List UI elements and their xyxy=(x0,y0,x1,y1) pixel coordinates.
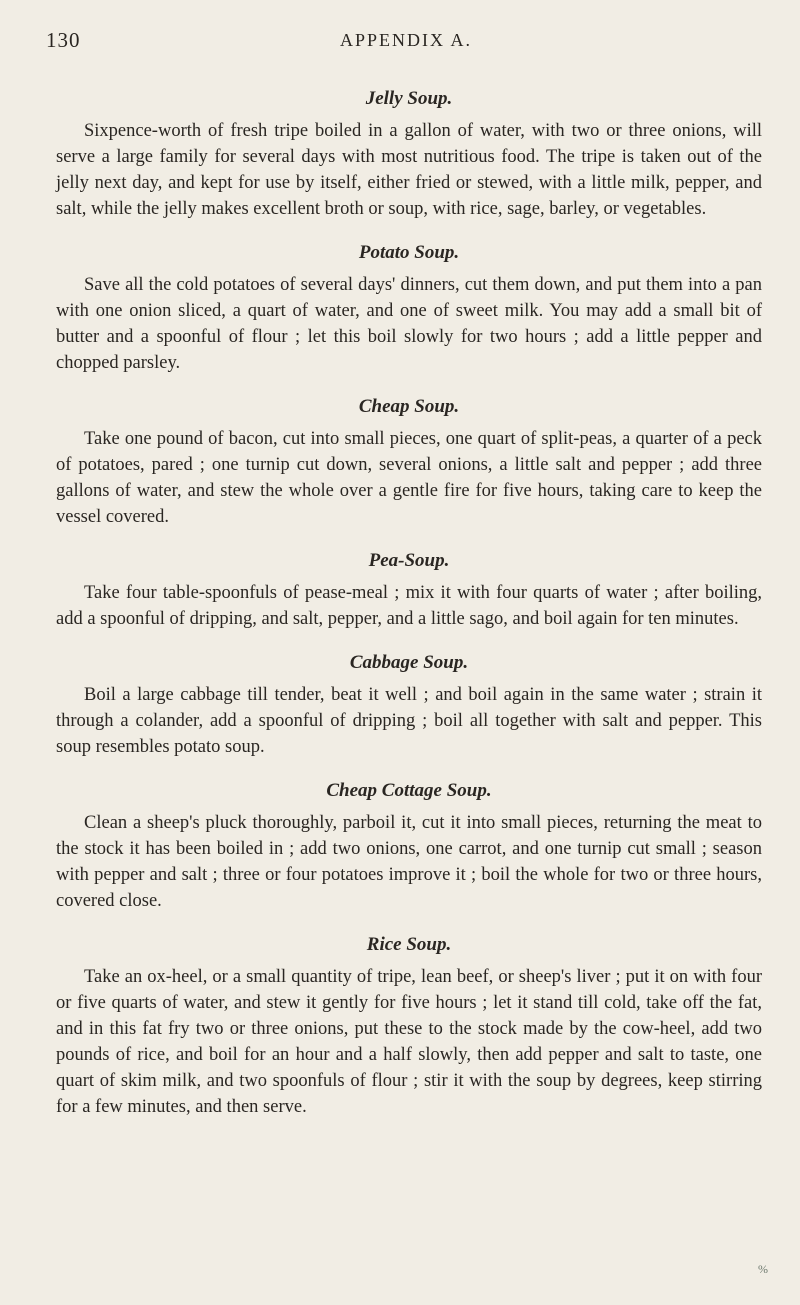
recipe-title: Pea-Soup. xyxy=(368,550,450,571)
recipe-body: Take an ox-heel, or a small quantity of tripe, lean beef, or sheep's liver ; put it on with four or five quarts of water, and stew it gently for five hours ; let it stand till cold, take off the fat, and in this fat fry two or three onions, put these to the stock made by the cow-heel, add two pounds of rice, and boil for an hour and a half slowly, then add pepper and salt to taste, one quart of skim milk, and two spoonfuls of flour ; stir it with the soup by degrees, keep stirring for a few minutes, and then serve. xyxy=(56,967,762,1117)
recipe-title: Cheap Soup. xyxy=(358,396,460,417)
recipe-body: Take four table-spoonfuls of pease-meal ; mix it with four quarts of water ; after boiling, add a spoonful of dripping, and salt, pepper, and a little sago, and boil again for ten minutes. xyxy=(56,583,762,629)
recipe-title: Cheap Cottage Soup. xyxy=(326,780,492,801)
recipe-body: Save all the cold potatoes of several days' dinners, cut them down, and put them into a pan with one onion sliced, a quart of water, and one of sweet milk. You may add a small bit of butter and a spoonful of flour ; let this boil slowly for two hours ; add a little pepper and chopped parsley. xyxy=(56,275,762,373)
page-content xyxy=(56,88,762,1140)
recipe-jelly-soup xyxy=(56,88,762,222)
recipe-cabbage-soup xyxy=(56,652,762,760)
recipe-title: Cabbage Soup. xyxy=(349,652,469,673)
recipe-potato-soup xyxy=(56,242,762,376)
recipe-title: Rice Soup. xyxy=(366,934,452,955)
page-number: 130 xyxy=(46,28,81,52)
recipe-cheap-soup xyxy=(56,396,762,530)
recipe-rice-soup xyxy=(56,934,762,1120)
recipe-cheap-cottage-soup xyxy=(56,780,762,914)
running-head: APPENDIX A. xyxy=(339,30,472,50)
page-header xyxy=(46,28,766,60)
recipe-body: Sixpence-worth of fresh tripe boiled in a gallon of water, with two or three onions, will serve a large family for several days with most nutritious food. The tripe is taken out of the jelly next day, and kept for use by itself, either fried or stewed, with a little milk, pepper, and salt, while the jelly makes excellent broth or soup, with rice, sage, barley, or vegetables. xyxy=(56,121,762,219)
recipe-title: Jelly Soup. xyxy=(365,88,453,109)
recipe-body: Clean a sheep's pluck thoroughly, parboil it, cut it into small pieces, returning the meat to the stock it has been boiled in ; add two onions, one carrot, and one turnip cut small ; season with pepper and salt ; three or four potatoes improve it ; boil the whole for two or three hours, covered close. xyxy=(56,813,762,911)
recipe-body: Take one pound of bacon, cut into small pieces, one quart of split-peas, a quarter of a peck of potatoes, pared ; one turnip cut down, several onions, a little salt and pepper ; add three gallons of water, and stew the whole over a gentle fire for five hours, taking care to keep the vessel covered. xyxy=(56,429,762,527)
footer-mark: % xyxy=(758,1262,768,1276)
recipe-title: Potato Soup. xyxy=(358,242,460,263)
recipe-pea-soup xyxy=(56,550,762,632)
recipe-body: Boil a large cabbage till tender, beat it well ; and boil again in the same water ; strain it through a colander, add a spoonful of dripping ; boil all together with salt and pepper. This soup resembles potato soup. xyxy=(56,685,762,757)
